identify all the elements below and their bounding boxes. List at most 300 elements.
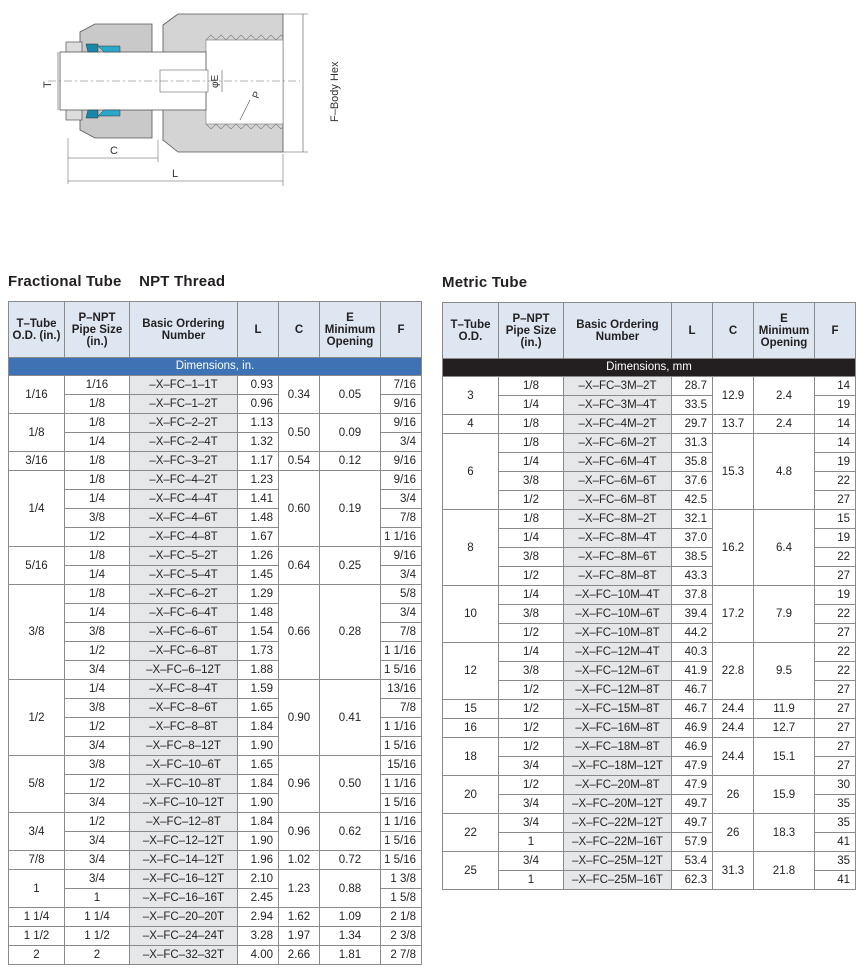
pipe-size: 1/2 xyxy=(499,681,564,700)
table-row xyxy=(9,376,422,395)
dim-f-label: F–Body Hex xyxy=(329,61,341,122)
ordering-number: –X–FC–8–4T xyxy=(130,680,238,699)
dim-f: 3/4 xyxy=(381,433,422,452)
ordering-number: –X–FC–5–2T xyxy=(130,547,238,566)
dim-e: 11.9 xyxy=(754,700,815,719)
dim-e: 21.8 xyxy=(754,852,815,890)
dim-l: 4.00 xyxy=(238,946,279,965)
dim-c-label: C xyxy=(110,145,118,157)
dim-f: 3/4 xyxy=(381,566,422,585)
dim-l: 1.41 xyxy=(238,490,279,509)
dim-l: 1.48 xyxy=(238,509,279,528)
pipe-size: 1/4 xyxy=(499,453,564,472)
dim-f: 22 xyxy=(815,662,856,681)
dim-e: 0.72 xyxy=(320,851,381,870)
dim-f: 35 xyxy=(815,852,856,871)
ordering-number: –X–FC–10–12T xyxy=(130,794,238,813)
table-row xyxy=(9,756,422,775)
tube-od: 4 xyxy=(443,415,499,434)
dim-l: 1.59 xyxy=(238,680,279,699)
dim-l: 1.65 xyxy=(238,699,279,718)
dim-l: 2.94 xyxy=(238,908,279,927)
dim-f: 41 xyxy=(815,871,856,890)
dim-c: 0.96 xyxy=(279,813,320,851)
dim-f: 22 xyxy=(815,643,856,662)
ordering-number: –X–FC–22M–16T xyxy=(564,833,672,852)
ordering-number: –X–FC–20–20T xyxy=(130,908,238,927)
ordering-number: –X–FC–18M–8T xyxy=(564,738,672,757)
tube-od: 5/16 xyxy=(9,547,65,585)
table-row xyxy=(443,434,856,453)
dim-f: 27 xyxy=(815,567,856,586)
dim-c: 31.3 xyxy=(713,852,754,890)
dim-f: 1 1/16 xyxy=(381,775,422,794)
dim-l: 32.1 xyxy=(672,510,713,529)
pipe-size: 1/4 xyxy=(65,680,130,699)
fractional-units-label: Dimensions, in. xyxy=(9,358,422,376)
ordering-number: –X–FC–6–6T xyxy=(130,623,238,642)
dim-l: 2.45 xyxy=(238,889,279,908)
dim-f: 2 7/8 xyxy=(381,946,422,965)
dim-c: 0.64 xyxy=(279,547,320,585)
ordering-number: –X–FC–6–8T xyxy=(130,642,238,661)
dim-e: 0.88 xyxy=(320,870,381,908)
table-row xyxy=(443,377,856,396)
pipe-size: 1/2 xyxy=(65,813,130,832)
pipe-size: 1/8 xyxy=(65,452,130,471)
dim-f: 19 xyxy=(815,586,856,605)
pipe-size: 1/4 xyxy=(499,586,564,605)
dim-e: 6.4 xyxy=(754,510,815,586)
fractional-units-band xyxy=(9,358,422,376)
pipe-size: 1/8 xyxy=(65,414,130,433)
dim-f: 1 5/16 xyxy=(381,851,422,870)
dim-c: 0.96 xyxy=(279,756,320,813)
pipe-size: 1 1/2 xyxy=(65,927,130,946)
dim-l: 29.7 xyxy=(672,415,713,434)
pipe-size: 3/8 xyxy=(499,662,564,681)
dim-f: 9/16 xyxy=(381,452,422,471)
ordering-number: –X–FC–12–8T xyxy=(130,813,238,832)
dim-e: 18.3 xyxy=(754,814,815,852)
tube-od: 7/8 xyxy=(9,851,65,870)
dim-e: 0.62 xyxy=(320,813,381,851)
dim-l: 42.5 xyxy=(672,491,713,510)
fractional-table xyxy=(8,301,422,965)
dim-f: 14 xyxy=(815,415,856,434)
ordering-number: –X–FC–20M–8T xyxy=(564,776,672,795)
dim-e: 9.5 xyxy=(754,643,815,700)
dim-l: 1.84 xyxy=(238,718,279,737)
ordering-number: –X–FC–18M–12T xyxy=(564,757,672,776)
pipe-size: 1/2 xyxy=(499,624,564,643)
dim-l: 1.65 xyxy=(238,756,279,775)
pipe-size: 1/8 xyxy=(499,510,564,529)
ordering-number: –X–FC–10M–4T xyxy=(564,586,672,605)
table-row xyxy=(9,414,422,433)
tube-od: 22 xyxy=(443,814,499,852)
dim-e: 1.34 xyxy=(320,927,381,946)
dim-l: 1.29 xyxy=(238,585,279,604)
metric-col-header: P–NPT Pipe Size (in.) xyxy=(499,303,564,359)
dim-c: 24.4 xyxy=(713,700,754,719)
tube-od: 15 xyxy=(443,700,499,719)
dim-f: 7/8 xyxy=(381,509,422,528)
dim-f: 1 5/8 xyxy=(381,889,422,908)
pipe-size: 1/4 xyxy=(65,490,130,509)
metric-table xyxy=(442,302,856,890)
pipe-size: 1/2 xyxy=(499,700,564,719)
pipe-size: 1/4 xyxy=(65,566,130,585)
fractional-col-header: E Minimum Opening xyxy=(320,302,381,358)
fractional-col-header: F xyxy=(381,302,422,358)
pipe-size: 1/8 xyxy=(65,585,130,604)
dim-f: 5/8 xyxy=(381,585,422,604)
tube-od: 8 xyxy=(443,510,499,586)
dim-l: 44.2 xyxy=(672,624,713,643)
dim-l: 62.3 xyxy=(672,871,713,890)
dim-l: 1.26 xyxy=(238,547,279,566)
pipe-size: 1/2 xyxy=(499,491,564,510)
ordering-number: –X–FC–4–2T xyxy=(130,471,238,490)
dim-c: 1.62 xyxy=(279,908,320,927)
dim-l: 1.17 xyxy=(238,452,279,471)
ordering-number: –X–FC–6M–2T xyxy=(564,434,672,453)
dim-f: 22 xyxy=(815,605,856,624)
dim-l: 1.88 xyxy=(238,661,279,680)
table-row xyxy=(443,415,856,434)
dim-f: 7/8 xyxy=(381,623,422,642)
dim-e: 0.28 xyxy=(320,585,381,680)
ordering-number: –X–FC–14–12T xyxy=(130,851,238,870)
dim-l: 0.96 xyxy=(238,395,279,414)
ordering-number: –X–FC–4–4T xyxy=(130,490,238,509)
pipe-size: 1/2 xyxy=(65,718,130,737)
dim-f: 3/4 xyxy=(381,604,422,623)
fractional-subtitle-text: NPT Thread xyxy=(139,273,226,290)
ordering-number: –X–FC–2–4T xyxy=(130,433,238,452)
dim-c: 0.54 xyxy=(279,452,320,471)
table-row xyxy=(443,814,856,833)
dim-e: 4.8 xyxy=(754,434,815,510)
dim-f: 19 xyxy=(815,396,856,415)
metric-units-label: Dimensions, mm xyxy=(443,359,856,377)
pipe-size: 1/2 xyxy=(499,567,564,586)
pipe-size: 3/8 xyxy=(499,472,564,491)
tube-od: 3/16 xyxy=(9,452,65,471)
table-row xyxy=(9,585,422,604)
tube-od: 10 xyxy=(443,586,499,643)
tube-od: 5/8 xyxy=(9,756,65,813)
dim-l: 40.3 xyxy=(672,643,713,662)
ordering-number: –X–FC–6M–4T xyxy=(564,453,672,472)
dim-c: 22.8 xyxy=(713,643,754,700)
dim-f: 14 xyxy=(815,434,856,453)
ordering-number: –X–FC–12M–8T xyxy=(564,681,672,700)
dim-t-label: T xyxy=(42,81,54,88)
dim-f: 19 xyxy=(815,453,856,472)
dim-l: 31.3 xyxy=(672,434,713,453)
pipe-size: 3/4 xyxy=(65,661,130,680)
pipe-size: 1/8 xyxy=(65,547,130,566)
ordering-number: –X–FC–12–12T xyxy=(130,832,238,851)
dim-l: 1.54 xyxy=(238,623,279,642)
dim-f: 27 xyxy=(815,491,856,510)
dim-f: 27 xyxy=(815,681,856,700)
dim-l-label: L xyxy=(172,168,179,180)
ordering-number: –X–FC–6M–6T xyxy=(564,472,672,491)
dim-f: 7/16 xyxy=(381,376,422,395)
dim-l: 1.48 xyxy=(238,604,279,623)
ordering-number: –X–FC–4–8T xyxy=(130,528,238,547)
pipe-size: 1/8 xyxy=(499,434,564,453)
table-row xyxy=(9,547,422,566)
ordering-number: –X–FC–4–6T xyxy=(130,509,238,528)
pipe-size: 1 xyxy=(499,833,564,852)
dim-l: 1.23 xyxy=(238,471,279,490)
pipe-size: 1 xyxy=(65,889,130,908)
fractional-title-text: Fractional Tube xyxy=(8,273,122,290)
dim-l: 38.5 xyxy=(672,548,713,567)
dim-p-label: P xyxy=(250,90,264,101)
tube-od: 1 xyxy=(9,870,65,908)
dim-l: 1.90 xyxy=(238,832,279,851)
table-row xyxy=(443,776,856,795)
dim-l: 47.9 xyxy=(672,776,713,795)
dim-e: 15.9 xyxy=(754,776,815,814)
ordering-number: –X–FC–16–12T xyxy=(130,870,238,889)
dim-l: 43.3 xyxy=(672,567,713,586)
table-row xyxy=(443,738,856,757)
table-row xyxy=(9,927,422,946)
dim-c: 1.02 xyxy=(279,851,320,870)
dim-f: 22 xyxy=(815,472,856,491)
dim-e: 0.25 xyxy=(320,547,381,585)
pipe-size: 3/4 xyxy=(65,832,130,851)
dim-l: 49.7 xyxy=(672,814,713,833)
ordering-number: –X–FC–3M–4T xyxy=(564,396,672,415)
dim-f: 35 xyxy=(815,795,856,814)
table-row xyxy=(9,813,422,832)
dim-l: 33.5 xyxy=(672,396,713,415)
dim-f: 1 5/16 xyxy=(381,737,422,756)
dim-l: 46.9 xyxy=(672,719,713,738)
pipe-size: 3/4 xyxy=(65,870,130,889)
dim-l: 1.84 xyxy=(238,813,279,832)
tube-od: 1 1/4 xyxy=(9,908,65,927)
dim-l: 39.4 xyxy=(672,605,713,624)
dim-l: 35.8 xyxy=(672,453,713,472)
dim-l: 49.7 xyxy=(672,795,713,814)
pipe-size: 3/8 xyxy=(65,509,130,528)
tube-od: 18 xyxy=(443,738,499,776)
pipe-size: 3/4 xyxy=(499,814,564,833)
table-row xyxy=(443,852,856,871)
ordering-number: –X–FC–8M–4T xyxy=(564,529,672,548)
dim-l: 28.7 xyxy=(672,377,713,396)
pipe-size: 1 xyxy=(499,871,564,890)
dim-c: 12.9 xyxy=(713,377,754,415)
dim-l: 1.32 xyxy=(238,433,279,452)
pipe-size: 3/8 xyxy=(65,623,130,642)
pipe-size: 1/8 xyxy=(499,415,564,434)
dim-l: 1.13 xyxy=(238,414,279,433)
table-row xyxy=(9,471,422,490)
dim-l: 1.90 xyxy=(238,794,279,813)
dim-c: 1.23 xyxy=(279,870,320,908)
pipe-size: 1/2 xyxy=(499,738,564,757)
dim-f: 1 1/16 xyxy=(381,813,422,832)
dim-f: 1 5/16 xyxy=(381,661,422,680)
dim-f: 9/16 xyxy=(381,471,422,490)
pipe-size: 3/4 xyxy=(499,757,564,776)
dim-l: 41.9 xyxy=(672,662,713,681)
dim-l: 46.9 xyxy=(672,738,713,757)
pipe-size: 3/8 xyxy=(65,756,130,775)
table-row xyxy=(443,719,856,738)
dim-f: 1 1/16 xyxy=(381,718,422,737)
dim-l: 46.7 xyxy=(672,700,713,719)
table-row xyxy=(9,908,422,927)
dim-c: 1.97 xyxy=(279,927,320,946)
dim-f: 15 xyxy=(815,510,856,529)
tube-od: 6 xyxy=(443,434,499,510)
metric-col-header: L xyxy=(672,303,713,359)
dim-c: 0.60 xyxy=(279,471,320,547)
fractional-col-header: Basic Ordering Number xyxy=(130,302,238,358)
ordering-number: –X–FC–24–24T xyxy=(130,927,238,946)
ordering-number: –X–FC–2–2T xyxy=(130,414,238,433)
table-row xyxy=(443,586,856,605)
dim-f: 2 3/8 xyxy=(381,927,422,946)
dim-e: 0.19 xyxy=(320,471,381,547)
ordering-number: –X–FC–6–12T xyxy=(130,661,238,680)
dim-c: 13.7 xyxy=(713,415,754,434)
dim-f: 2 1/8 xyxy=(381,908,422,927)
ordering-number: –X–FC–10–6T xyxy=(130,756,238,775)
dim-e: 7.9 xyxy=(754,586,815,643)
ordering-number: –X–FC–16M–8T xyxy=(564,719,672,738)
fractional-col-header: T–Tube O.D. (in.) xyxy=(9,302,65,358)
pipe-size: 1/4 xyxy=(499,396,564,415)
metric-col-header: C xyxy=(713,303,754,359)
pipe-size: 1/2 xyxy=(65,528,130,547)
ordering-number: –X–FC–15M–8T xyxy=(564,700,672,719)
pipe-size: 1/2 xyxy=(65,642,130,661)
dim-c: 24.4 xyxy=(713,738,754,776)
pipe-size: 1/16 xyxy=(65,376,130,395)
pipe-size: 2 xyxy=(65,946,130,965)
dim-c: 24.4 xyxy=(713,719,754,738)
dim-l: 47.9 xyxy=(672,757,713,776)
dim-e: 0.50 xyxy=(320,756,381,813)
ordering-number: –X–FC–6–2T xyxy=(130,585,238,604)
dim-f: 15/16 xyxy=(381,756,422,775)
pipe-size: 3/8 xyxy=(65,699,130,718)
dim-c: 17.2 xyxy=(713,586,754,643)
dim-c: 2.66 xyxy=(279,946,320,965)
dim-f: 1 1/16 xyxy=(381,642,422,661)
ordering-number: –X–FC–25M–16T xyxy=(564,871,672,890)
fractional-col-header: L xyxy=(238,302,279,358)
back-ferrule-bottom xyxy=(86,110,98,118)
dim-e: 1.81 xyxy=(320,946,381,965)
dim-f: 14 xyxy=(815,377,856,396)
dim-e-label: φE xyxy=(210,74,221,88)
ordering-number: –X–FC–6–4T xyxy=(130,604,238,623)
table-row xyxy=(443,510,856,529)
tube-od: 1/4 xyxy=(9,471,65,547)
fractional-col-header: P–NPT Pipe Size (in.) xyxy=(65,302,130,358)
dim-f: 13/16 xyxy=(381,680,422,699)
dim-l: 3.28 xyxy=(238,927,279,946)
dim-e: 0.12 xyxy=(320,452,381,471)
dim-l: 46.7 xyxy=(672,681,713,700)
pipe-size: 1/4 xyxy=(65,433,130,452)
pipe-size: 1 1/4 xyxy=(65,908,130,927)
ordering-number: –X–FC–10M–6T xyxy=(564,605,672,624)
metric-units-band xyxy=(443,359,856,377)
dim-f: 9/16 xyxy=(381,547,422,566)
dim-l: 37.8 xyxy=(672,586,713,605)
dim-l: 1.84 xyxy=(238,775,279,794)
pipe-size: 1/8 xyxy=(65,471,130,490)
dim-l: 1.45 xyxy=(238,566,279,585)
dim-l: 1.73 xyxy=(238,642,279,661)
dim-c: 15.3 xyxy=(713,434,754,510)
pipe-size: 3/4 xyxy=(499,852,564,871)
dim-c: 0.90 xyxy=(279,680,320,756)
fractional-title xyxy=(8,273,225,290)
pipe-size: 1/8 xyxy=(65,395,130,414)
pipe-size: 1/4 xyxy=(499,529,564,548)
dim-c: 16.2 xyxy=(713,510,754,586)
dim-f: 9/16 xyxy=(381,395,422,414)
tube-od: 1/8 xyxy=(9,414,65,452)
pipe-size: 3/4 xyxy=(499,795,564,814)
dim-l: 53.4 xyxy=(672,852,713,871)
table-row xyxy=(9,946,422,965)
dim-e: 0.05 xyxy=(320,376,381,414)
tube-od: 3/4 xyxy=(9,813,65,851)
pipe-size: 1/2 xyxy=(499,719,564,738)
dim-f: 1 3/8 xyxy=(381,870,422,889)
table-row xyxy=(9,851,422,870)
dim-l: 1.96 xyxy=(238,851,279,870)
table-row xyxy=(443,700,856,719)
metric-col-header: E Minimum Opening xyxy=(754,303,815,359)
dim-c: 0.34 xyxy=(279,376,320,414)
dim-l: 1.67 xyxy=(238,528,279,547)
dim-c: 26 xyxy=(713,776,754,814)
fractional-col-header: C xyxy=(279,302,320,358)
dim-c: 0.50 xyxy=(279,414,320,452)
ordering-number: –X–FC–8–8T xyxy=(130,718,238,737)
dim-e: 12.7 xyxy=(754,719,815,738)
dim-f: 27 xyxy=(815,719,856,738)
dim-e: 0.09 xyxy=(320,414,381,452)
pipe-size: 3/4 xyxy=(65,851,130,870)
ordering-number: –X–FC–1–1T xyxy=(130,376,238,395)
dim-f: 27 xyxy=(815,757,856,776)
fractional-header-row xyxy=(9,302,422,358)
dim-f: 27 xyxy=(815,738,856,757)
pipe-size: 1/2 xyxy=(499,776,564,795)
ordering-number: –X–FC–8–12T xyxy=(130,737,238,756)
pipe-size: 1/4 xyxy=(499,643,564,662)
metric-title: Metric Tube xyxy=(442,274,528,291)
ordering-number: –X–FC–10–8T xyxy=(130,775,238,794)
